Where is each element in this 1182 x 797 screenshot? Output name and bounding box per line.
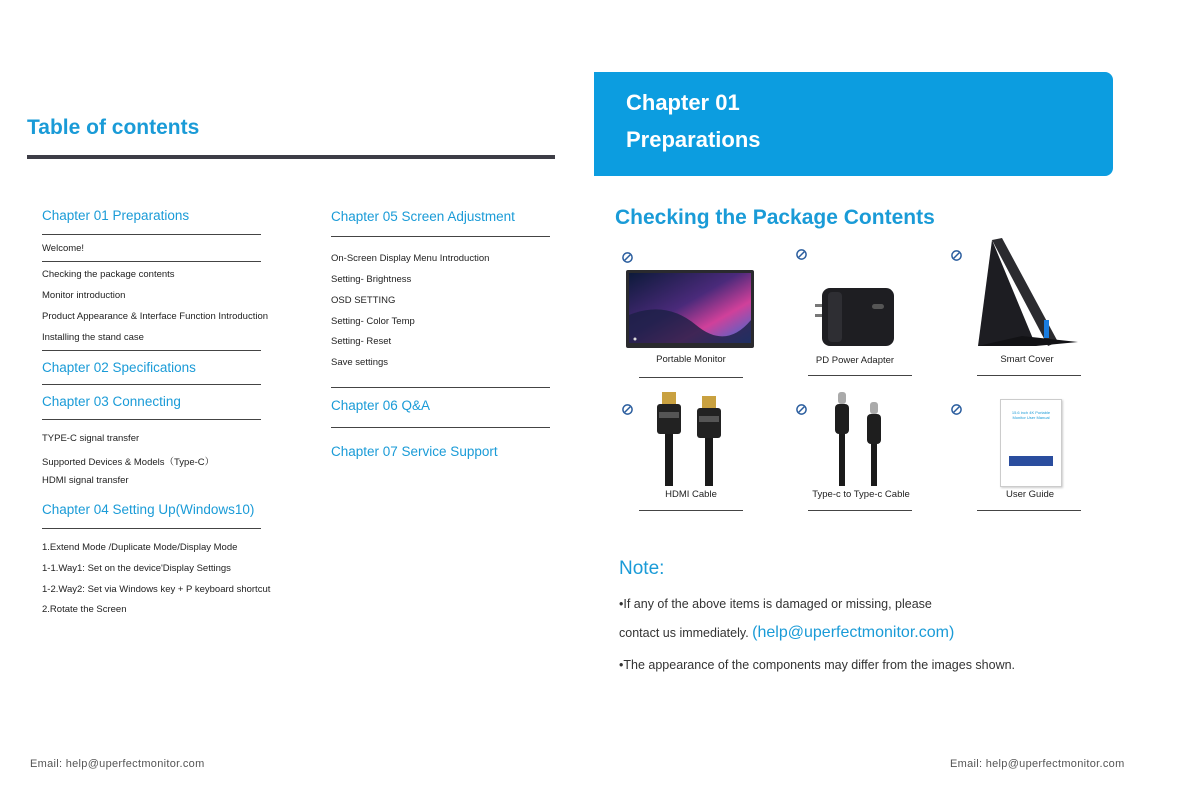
toc-item[interactable]: Setting- Color Temp xyxy=(331,316,415,327)
user-guide-cover-text: 15.6 inch 4K Portable Monitor User Manual xyxy=(1011,410,1051,420)
toc-item[interactable]: Setting- Brightness xyxy=(331,274,412,285)
note-title: Note: xyxy=(619,558,665,579)
note-line-2-text: contact us immediately. xyxy=(619,626,749,640)
divider xyxy=(331,427,550,428)
divider xyxy=(42,350,261,351)
chapter-header-banner xyxy=(594,72,1113,176)
toc-item[interactable]: Save settings xyxy=(331,357,389,368)
usb-c-cable-image xyxy=(826,388,888,486)
footer-email-right: Email: help@uperfectmonitor.com xyxy=(950,758,1125,770)
divider xyxy=(639,377,743,378)
divider xyxy=(42,419,261,420)
toc-item[interactable]: TYPE-C signal transfer xyxy=(42,433,140,444)
chapter-title: Preparations xyxy=(626,127,761,152)
toc-item[interactable]: Setting- Reset xyxy=(331,336,392,347)
toc-title: Table of contents xyxy=(27,116,200,139)
user-guide-image xyxy=(1000,399,1062,487)
note-line-2 xyxy=(619,624,954,642)
divider xyxy=(808,375,912,376)
toc-chapter-07[interactable]: Chapter 07 Service Support xyxy=(331,444,498,459)
toc-chapter-02[interactable]: Chapter 02 Specifications xyxy=(42,360,196,375)
footer-email-left: Email: help@uperfectmonitor.com xyxy=(30,758,205,770)
toc-item[interactable]: Supported Devices & Models（Type-C） xyxy=(42,457,215,468)
user-guide-cover-graphic xyxy=(1009,456,1053,466)
check-icon xyxy=(796,249,807,260)
divider xyxy=(42,528,261,529)
toc-item[interactable]: 1-1.Way1: Set on the device'Display Settings xyxy=(42,563,231,574)
toc-item[interactable]: Product Appearance & Interface Function Introduction xyxy=(42,311,269,322)
toc-chapter-01[interactable]: Chapter 01 Preparations xyxy=(42,208,190,223)
note-line-3: •The appearance of the components may differ from the images shown. xyxy=(619,658,1016,672)
toc-item[interactable]: Monitor introduction xyxy=(42,290,126,301)
note-line-1: •If any of the above items is damaged or missing, please xyxy=(619,597,932,611)
toc-item[interactable]: HDMI signal transfer xyxy=(42,475,129,486)
divider xyxy=(808,510,912,511)
power-adapter-image xyxy=(812,278,900,350)
check-icon xyxy=(951,404,962,415)
toc-chapter-03[interactable]: Chapter 03 Connecting xyxy=(42,394,181,409)
item-label-usb-c-cable: Type-c to Type-c Cable xyxy=(812,489,910,500)
divider xyxy=(639,510,743,511)
portable-monitor-image xyxy=(626,270,754,348)
divider xyxy=(977,510,1081,511)
toc-divider-bar xyxy=(27,155,555,159)
toc-chapter-05[interactable]: Chapter 05 Screen Adjustment xyxy=(331,209,515,224)
toc-item[interactable]: 2.Rotate the Screen xyxy=(42,604,127,615)
item-label-portable-monitor: Portable Monitor xyxy=(656,354,726,365)
item-label-user-guide: User Guide xyxy=(1005,489,1055,500)
toc-chapter-04[interactable]: Chapter 04 Setting Up(Windows10) xyxy=(42,502,255,517)
item-label-power-adapter: PD Power Adapter xyxy=(815,355,895,366)
toc-item-welcome[interactable]: Welcome! xyxy=(42,243,85,254)
check-icon xyxy=(622,252,633,263)
toc-item[interactable]: Checking the package contents xyxy=(42,269,175,280)
toc-item[interactable]: Installing the stand case xyxy=(42,332,144,343)
item-label-hdmi-cable: HDMI Cable xyxy=(665,489,717,500)
package-contents-title: Checking the Package Contents xyxy=(615,206,935,229)
check-icon xyxy=(951,250,962,261)
toc-chapter-06[interactable]: Chapter 06 Q&A xyxy=(331,398,431,413)
toc-item[interactable]: 1-2.Way2: Set via Windows key + P keyboard shortcut xyxy=(42,584,271,595)
divider xyxy=(331,387,550,388)
toc-item[interactable]: On-Screen Display Menu Introduction xyxy=(331,253,490,264)
divider xyxy=(42,234,261,235)
toc-item[interactable]: 1.Extend Mode /Duplicate Mode/Display Mode xyxy=(42,542,238,553)
divider xyxy=(42,261,261,262)
item-label-smart-cover: Smart Cover xyxy=(1000,354,1054,365)
support-email-link[interactable]: (help@uperfectmonitor.com) xyxy=(752,624,955,641)
divider xyxy=(977,375,1081,376)
check-icon xyxy=(622,404,633,415)
hdmi-cable-image xyxy=(650,388,726,486)
divider xyxy=(42,384,261,385)
smart-cover-image xyxy=(972,238,1084,350)
toc-item[interactable]: OSD SETTING xyxy=(331,295,396,306)
check-icon xyxy=(796,404,807,415)
chapter-number: Chapter 01 xyxy=(626,90,740,115)
divider xyxy=(331,236,550,237)
